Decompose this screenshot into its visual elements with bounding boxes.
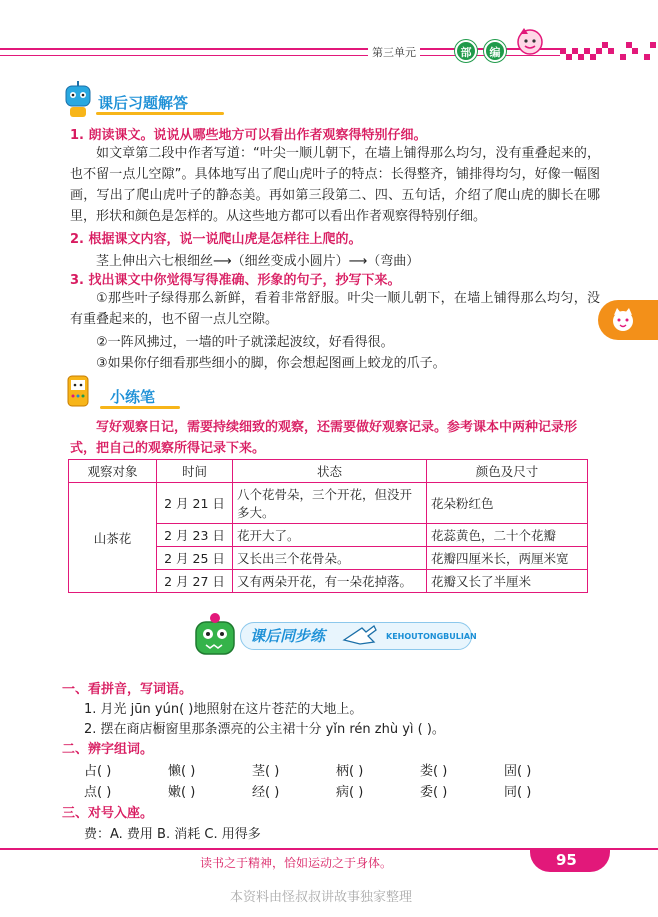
char-pair-item: 点( ): [84, 785, 112, 800]
exercise-line-2: 2. 摆在商店橱窗里那条漂亮的公主裙十分 yǐn rén zhù yì ( )。: [84, 722, 445, 737]
char-compare-row-1: [84, 760, 604, 779]
table-cell-state: 又长出三个花骨朵。: [233, 547, 427, 570]
badge-bian: 编: [484, 40, 506, 62]
mascot-icon: [512, 26, 548, 62]
table-cell-state: 八个花骨朵，三个开花，但没开多大。: [233, 483, 427, 524]
cat-face-icon: [610, 307, 636, 333]
char-pair-item: 嫩( ): [168, 785, 196, 800]
table-header: 观察对象: [69, 460, 157, 483]
table-row: [69, 483, 588, 524]
question-3: 3. 找出课文中你觉得写得准确、形象的句子，抄写下来。: [70, 273, 401, 288]
checker-pattern-icon: [560, 40, 658, 64]
table-header-row: [69, 460, 588, 483]
table-cell-state: 花开大了。: [233, 524, 427, 547]
exercise-line-1: 1. 月光 jūn yún( )地照射在这片苍茫的大地上。: [84, 702, 363, 717]
answer-3-3: ③如果你仔细看那些细小的脚，你会想起图画上蛟龙的爪子。: [96, 356, 446, 371]
source-note: 本资料由怪叔叔讲故事独家整理: [230, 890, 413, 905]
question-2: 2. 根据课文内容，说一说爬山虎是怎样往上爬的。: [70, 232, 362, 247]
char-pair-item: 经( ): [252, 785, 280, 800]
page-number: 95: [556, 851, 577, 869]
exercise-heading-3: 三、对号入座。: [62, 806, 154, 821]
banner-title: 课后同步练: [250, 627, 326, 645]
unit-label: 第三单元: [368, 44, 420, 60]
answer-2: 茎上伸出六七根细丝⟶（细丝变成小圆片）⟶（弯曲）: [96, 254, 420, 269]
table-header: 颜色及尺寸: [427, 460, 588, 483]
char-pair-item: 柄( ): [336, 764, 364, 779]
char-pair-item: 懒( ): [168, 764, 196, 779]
section-underline: [96, 112, 224, 115]
char-pair-item: 病( ): [336, 785, 364, 800]
side-tab: [598, 300, 658, 340]
exercise-heading-2: 二、辨字组词。: [62, 742, 154, 757]
char-pair-item: 娄( ): [420, 764, 448, 779]
section-underline: [100, 406, 180, 409]
char-pair-item: 占( ): [84, 764, 112, 779]
answer-1: 如文章第二段中作者写道：“叶尖一顺儿朝下，在墙上铺得那么均匀，没有重叠起来的，也不留一点儿空隙”。具体地写出了爬山虎叶子的特点：长得整齐，铺排得均匀，好像一幅图画，写出了爬山虎叶子的静态美。再如第三段第二、四、五句话，介绍了爬山虎的脚长在哪里，形状和颜色是怎样的。从这些地方都可以看出作者观察得特别仔细。: [70, 146, 600, 224]
char-pair-item: 茎( ): [252, 764, 280, 779]
badge-bu: 部: [455, 40, 477, 62]
practice-prompt: 写好观察日记，需要持续细致的观察，还需要做好观察记录。参考课本中两种记录形式，把自己的观察所得记录下来。: [70, 420, 578, 456]
table-cell-date: 2 月 25 日: [157, 547, 233, 570]
table-cell-object: 山茶花: [69, 483, 157, 593]
section-title-answers: 课后习题解答: [98, 94, 189, 112]
table-header: 状态: [233, 460, 427, 483]
question-1: 1. 朗读课文。说说从哪些地方可以看出作者观察得特别仔细。: [70, 128, 427, 143]
char-compare-row-2: [84, 781, 604, 800]
green-monster-icon: [190, 612, 242, 662]
char-pair-item: 委( ): [420, 785, 448, 800]
answer-3-2: ②一阵风拂过，一墙的叶子就漾起波纹，好看得很。: [96, 335, 394, 350]
table-cell-date: 2 月 21 日: [157, 483, 233, 524]
char-pair-item: 固( ): [504, 764, 532, 779]
exercise-line-3: 费：A. 费用 B. 消耗 C. 用得多: [84, 827, 261, 842]
char-pair-item: 同( ): [504, 785, 532, 800]
sync-practice-banner: [190, 612, 480, 656]
table-cell-date: 2 月 27 日: [157, 570, 233, 593]
table-cell-color: 花蕊黄色，二十个花瓣: [427, 524, 588, 547]
table-cell-state: 又有两朵开花，有一朵花掉落。: [233, 570, 427, 593]
observation-table: [68, 459, 588, 593]
table-cell-date: 2 月 23 日: [157, 524, 233, 547]
answer-3-1: ①那些叶子绿得那么新鲜，看着非常舒服。叶尖一顺儿朝下，在墙上铺得那么均匀，没有重叠起来的，也不留一点儿空隙。: [70, 291, 600, 327]
banner-pinyin: KEHOUTONGBULIAN: [386, 632, 477, 641]
footer-slogan: 读书之于精神，恰如运动之于身体。: [200, 856, 393, 870]
hand-pointer-icon: [340, 620, 380, 650]
exercise-heading-1: 一、看拼音，写词语。: [62, 682, 193, 697]
section-title-practice: 小练笔: [110, 388, 156, 406]
phone-mascot-icon: [60, 372, 96, 412]
table-cell-color: 花瓣四厘米长，两厘米宽: [427, 547, 588, 570]
table-cell-color: 花瓣又长了半厘米: [427, 570, 588, 593]
table-header: 时间: [157, 460, 233, 483]
table-cell-color: 花朵粉红色: [427, 483, 588, 524]
robot-mascot-icon: [60, 80, 96, 120]
